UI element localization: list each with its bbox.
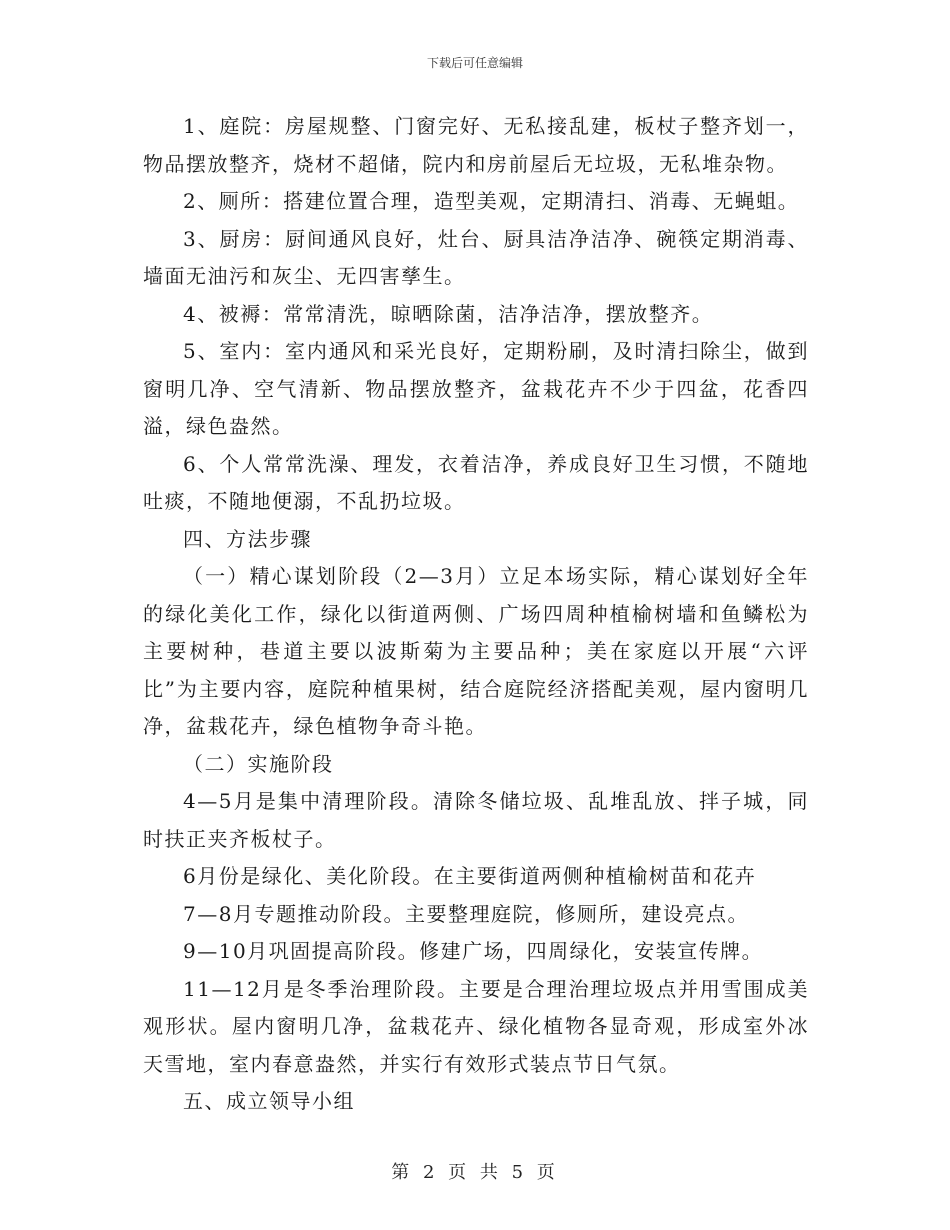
document-body (143, 108, 809, 1121)
page-number-footer: 第 2 页 共 5 页 (391, 1162, 559, 1183)
paragraph-toilet: 2、厕所：搭建位置合理，造型美观，定期清扫、消毒、无蝇蛆。 (183, 189, 800, 213)
paragraph-personal-hygiene: 6、个人常常洗澡、理发，衣着洁净，养成良好卫生习惯，不随地吐痰，不随地便溺，不乱扔垃圾。 (143, 451, 809, 513)
paragraph-indoor: 5、室内：室内通风和采光良好，定期粉刷，及时清扫除尘，做到窗明几净、空气清新、物品摆放整齐，盆栽花卉不少于四盆，花香四溢，绿色盎然。 (143, 339, 809, 438)
paragraph-kitchen: 3、厨房：厨间通风良好，灶台、厨具洁净洁净、碗筷定期消毒、墙面无油污和灰尘、无四害孳生。 (143, 226, 809, 288)
subheading-implementation-stage: （二）实施阶段 (183, 751, 334, 776)
paragraph-november-december: 11—12月是冬季治理阶段。主要是合理治理垃圾点并用雪围成美观形状。屋内窗明几净，盆栽花卉、绿化植物各显奇观，形成室外冰天雪地，室内春意盎然，并实行有效形式装点节日气氛。 (143, 976, 809, 1076)
page-header-note: 下载后可任意编辑 (426, 56, 523, 70)
paragraph-bedding: 4、被褥：常常清洗，晾晒除菌，洁净洁净，摆放整齐。 (183, 301, 714, 326)
section-heading-leadership-group: 五、成立领导小组 (183, 1089, 355, 1113)
paragraph-september-october: 9—10月巩固提高阶段。修建广场，四周绿化，安装宣传牌。 (183, 939, 764, 963)
section-heading-methods: 四、方法步骤 (183, 526, 312, 551)
paragraph-july-august: 7—8月专题推动阶段。主要整理庭院，修厕所，建设亮点。 (183, 901, 749, 926)
paragraph-planning-stage: （一）精心谋划阶段（2—3月）立足本场实际，精心谋划好全年的绿化美化工作，绿化以街道两侧、广场四周种植榆树墙和鱼鳞松为主要树种，巷道主要以波斯菊为主要品种；美在家庭以开展“六评比”为主要内容，庭院种植果树，结合庭院经济搭配美观，屋内窗明几净，盆栽花卉，绿色植物争奇斗艳。 (143, 564, 809, 738)
paragraph-june: 6月份是绿化、美化阶段。在主要街道两侧种植榆树苗和花卉 (183, 864, 757, 888)
paragraph-courtyard: 1、庭院：房屋规整、门窗完好、无私接乱建，板杖子整齐划一，物品摆放整齐，烧材不超储，院内和房前屋后无垃圾，无私堆杂物。 (143, 114, 809, 176)
paragraph-april-may: 4—5月是集中清理阶段。清除冬储垃圾、乱堆乱放、拌子城，同时扶正夹齐板杖子。 (143, 789, 809, 851)
